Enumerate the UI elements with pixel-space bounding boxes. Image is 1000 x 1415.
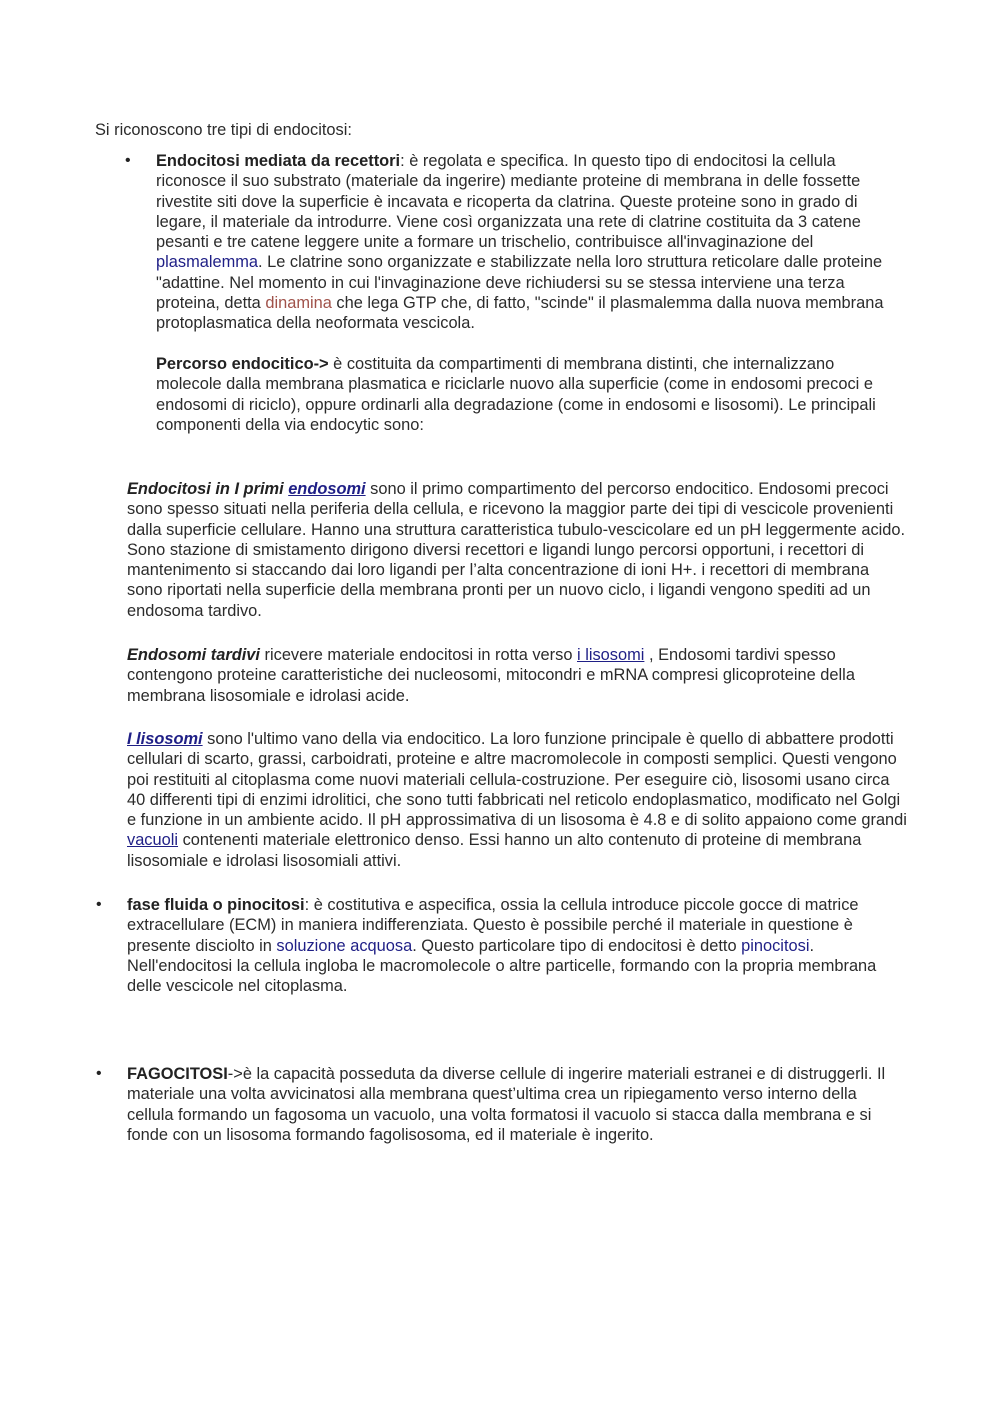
link-lisosomi-title[interactable]: I lisosomi — [127, 730, 203, 748]
item-pinocytosis — [127, 895, 907, 996]
late-endosomes-title: Endosomi tardivi — [127, 646, 260, 664]
early-endosomes-text: sono il primo compartimento del percorso endocitico. Endosomi precoci sono spesso situati nella periferia della cellula, e ricevono la maggior parte dei tipi di vescicole provenienti dalla superficie cellulare. Hanno una struttura caratteristica tubulo-vescicolare ed un pH leggermente acido. Sono stazione di smistamento dirigono diversi recettori e ligandi lungo percorsi opportuni, i recettori di mantenimento si staccando dai loro ligandi per l’alta concentrazione di ioni H+. i recettori di membrana sono riportati nella superficie della membrana pronti per un nuovo ciclo, i ligandi vengono spediti ad un endosoma tardivo. — [127, 480, 906, 620]
lysosomes-text-a: sono l'ultimo vano della via endocitico. La loro funzione principale è quello di abbattere prodotti cellulari di scarto, grassi, carboidrati, proteine e altre macromolecole in composti semplici. Questi vengono poi restituiti al citoplasma come nuovi materiali cellula-costruzione. Per eseguire ciò, lisosomi usano circa 40 differenti tipi di enzimi idrolitici, che sono tutti fabbricati nel reticolo endoplasmatico, modificato nel Golgi e funzione in un ambiente acido. Il pH approssimativa di un lisosoma è 4.8 e di solito appaiono come grandi — [127, 730, 907, 830]
percorso-text: è costituita da compartimenti di membrana distinti, che internalizzano molecole dalla membrana plasmatica e riciclarle nuovo alla superficie (come in endosomi precoci e endosomi di riciclo), oppure ordinarli alla degradazione (come in endosomi e lisosomi). Le principali componenti della via endocytic sono: — [156, 355, 876, 434]
link-vacuoli[interactable]: vacuoli — [127, 831, 179, 850]
link-plasmalemma[interactable]: plasmalemma — [156, 253, 259, 272]
link-i-lisosomi[interactable]: i lisosomi — [577, 646, 645, 664]
item-3-text: ->è la capacità posseduta da diverse cellule di ingerire materiali estranei e di distruggerli. Il materiale una volta avvicinatosi alla membrana quest’ultima crea un ripiegamento verso interno della cellula formando un fagosoma un vacuolo, una volta formatosi il vacuolo si stacca dalla membrana e si fonde con un lisosoma formando fagolisosoma, ed il materiale è ingerito. — [127, 1065, 886, 1144]
bullet-item-2: • — [96, 896, 102, 913]
link-endosomi[interactable]: endosomi — [288, 480, 366, 498]
link-pinocitosi[interactable]: pinocitosi — [741, 936, 810, 955]
bullet-item-3: • — [96, 1065, 102, 1082]
lysosomes-text-b: contenenti materiale elettronico denso. Essi hanno un alto contenuto di proteine di membrana lisosomiale e idrolasi lisosomiali attivi. — [127, 831, 862, 870]
late-endosomes-text-b: , Endosomi tardivi spesso contengono proteine caratteristiche dei nucleosomi, mitocondri e mRNA compresi glicoproteine della membrana lisosomiale e idrolasi acide. — [127, 646, 855, 705]
item-2-title: fase fluida o pinocitosi — [127, 896, 305, 914]
link-dinamina[interactable]: dinamina — [265, 294, 332, 313]
item-1-text-b: . Le clatrine sono organizzate e stabilizzate nella loro struttura reticolare dalle proteine "adattine. Nel momento in cui l'invaginazione deve richiudersi su se stessa interviene una terza proteina, detta — [156, 253, 883, 313]
item-phagocytosis — [127, 1064, 907, 1145]
item-1-text-c: che lega GTP che, di fatto, "scinde" il plasmalemma dalla nuova membrana protoplasmatica della neoformata vescicola. — [156, 294, 884, 333]
item-2-text-a: : è costitutiva e aspecifica, ossia la cellula introduce piccole gocce di matrice extracellulare (ECM) in maniera indifferenziata. Questo è possibile perché il materiale in questione è presente disciolto in — [127, 896, 859, 955]
intro-text: Si riconoscono tre tipi di endocitosi: — [95, 121, 352, 139]
item-1-title: Endocitosi mediata da recettori — [156, 152, 401, 170]
percorso-title: Percorso endocitico-> — [156, 355, 329, 373]
item-3-title: FAGOCITOSI — [127, 1065, 228, 1083]
item-2-text-b: . Questo particolare tipo di endocitosi è detto — [412, 936, 742, 955]
late-endosomes-paragraph — [127, 645, 907, 706]
lysosomes-paragraph — [127, 729, 907, 871]
late-endosomes-text-a: ricevere materiale endocitosi in rotta verso — [259, 646, 577, 664]
early-endosomes-paragraph — [127, 479, 907, 621]
percorso-paragraph — [156, 354, 904, 435]
item-2-text-c: . Nell'endocitosi la cellula ingloba le macromolecole o altre particelle, formando con la propria membrana delle vescicole nel citoplasma. — [127, 936, 877, 996]
link-soluzione-acquosa[interactable]: soluzione acquosa — [276, 936, 413, 955]
bullet-item-1: • — [125, 152, 131, 169]
item-1-text-a: : è regolata e specifica. In questo tipo di endocitosi la cellula riconosce il suo substrato (materiale da ingerire) mediante proteine di membrana in delle fossette rivestite siti dove la superficie è incavata e ricoperta da clatrina. Queste proteine sono in grado di legare, il materiale da introdurre. Viene così organizzata una rete di clatrine costituita da 3 catene pesanti e tre catene leggere unite a formare un trischelio, contribuisce all'invaginazione del — [156, 152, 861, 252]
early-endosomes-title: Endocitosi in I primi — [127, 480, 289, 498]
item-receptor-endocytosis — [156, 151, 904, 334]
